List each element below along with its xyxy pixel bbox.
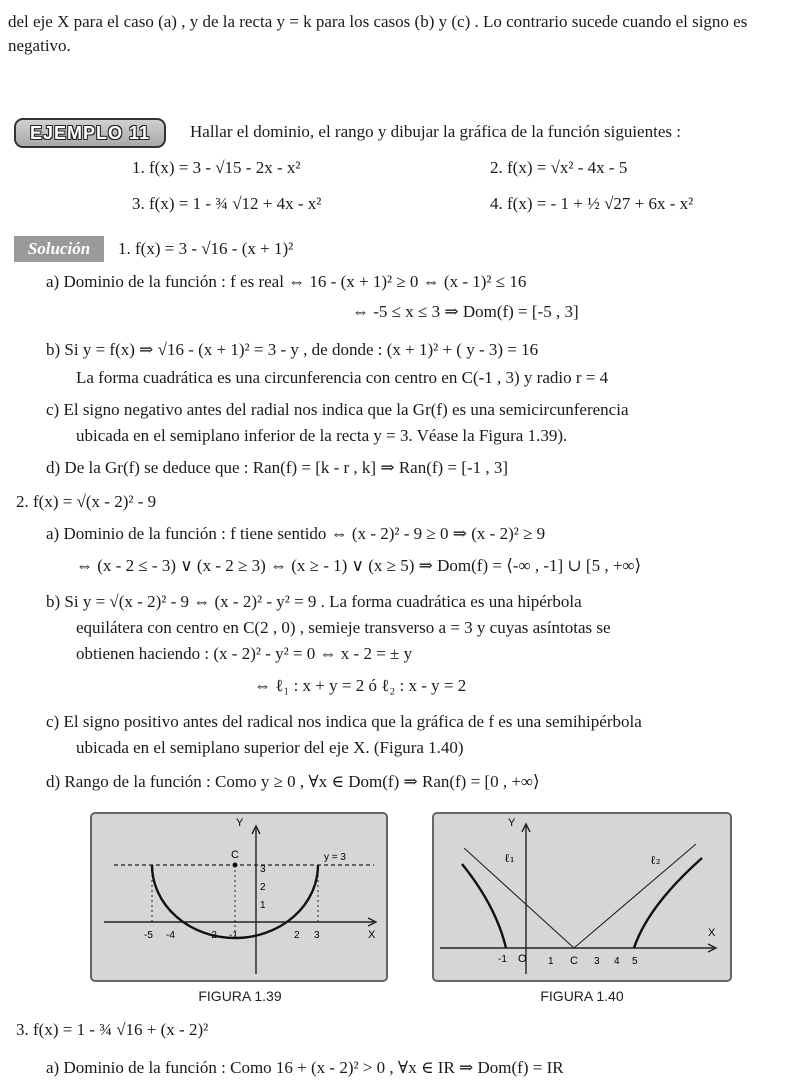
y-tick-1: 1 xyxy=(260,900,266,911)
y-tick-2: 2 xyxy=(260,882,266,893)
figure-1-39 xyxy=(90,812,388,982)
exercise-1: 1. f(x) = 3 - √15 - 2x - x² xyxy=(132,158,301,177)
asymptote-l2 xyxy=(574,844,696,948)
x-tick-3: 3 xyxy=(314,930,320,941)
figure-1-40-caption: FIGURA 1.40 xyxy=(540,988,624,1004)
y-tick-3: 3 xyxy=(260,864,266,875)
origin-label: O xyxy=(518,953,527,965)
line-y3-label: y = 3 xyxy=(324,852,346,863)
center-point xyxy=(233,863,238,868)
x-tick-2: 2 xyxy=(294,930,300,941)
part2-c-line2: ubicada en el semiplano superior del eje X. (Figura 1.40) xyxy=(76,738,464,757)
x-tick-4: 4 xyxy=(614,956,620,967)
x-tick-neg2: -2 xyxy=(208,930,217,941)
y-axis-label: Y xyxy=(236,817,244,829)
y-axis-label: Y xyxy=(508,817,516,829)
exercise-2: 2. f(x) = √x² - 4x - 5 xyxy=(490,158,628,177)
figure-1-39-plot xyxy=(92,814,386,980)
center-label: C xyxy=(570,955,578,967)
figure-1-39-caption: FIGURA 1.39 xyxy=(198,988,282,1004)
asymptote-l1 xyxy=(464,848,574,948)
part1-b-line2: La forma cuadrática es una circunferencia con centro en C(-1 , 3) y radio r = 4 xyxy=(76,368,609,387)
figure-1-40 xyxy=(432,812,732,982)
part2-a-line2: ⇔ (x - 2 ≤ - 3) ∨ (x - 2 ≥ 3) ⇔ (x ≥ - 1) ∨ (x ≥ 5) ⇒ Dom(f) = ⟨-∞ , -1] ∪ [5 , +∞⟩ xyxy=(76,556,642,575)
x-tick-1: 1 xyxy=(548,956,554,967)
intro-paragraph: del eje X para el caso (a) , y de la recta y = k para los casos (b) y (c) . Lo contrario sucede cuando el signo es negativo. xyxy=(8,12,748,55)
x-axis-label: X xyxy=(368,929,376,941)
x-tick-3: 3 xyxy=(594,956,600,967)
l2-label: ℓ₂ xyxy=(650,853,661,867)
part1-c-line1: c) El signo negativo antes del radial nos indica que la Gr(f) es una semicircunferencia xyxy=(46,400,629,419)
part2-b-line2: equilátera con centro en C(2 , 0) , semieje transverso a = 3 y cuyas asíntotas se xyxy=(76,618,611,637)
example-statement: Hallar el dominio, el rango y dibujar la gráfica de la función siguientes : xyxy=(190,122,681,141)
part1-a-line2: ⇔ -5 ≤ x ≤ 3 ⇒ Dom(f) = [-5 , 3] xyxy=(352,302,579,321)
figure-1-40-plot xyxy=(434,814,730,980)
x-axis-label: X xyxy=(708,927,716,939)
part2-b-line1: b) Si y = √(x - 2)² - 9 ⇔ (x - 2)² - y² = 9 . La forma cuadrática es una hipérbola xyxy=(46,592,582,611)
x-tick-neg1: -1 xyxy=(229,930,238,941)
hyperbola-right-branch xyxy=(634,858,702,948)
part2-a-line1: a) Dominio de la función : f tiene sentido ⇔ (x - 2)² - 9 ≥ 0 ⇒ (x - 2)² ≥ 9 xyxy=(46,524,546,543)
part1-a-line1: a) Dominio de la función : f es real ⇔ 16 - (x + 1)² ≥ 0 ⇔ (x - 1)² ≤ 16 xyxy=(46,272,527,291)
l1-label: ℓ₁ xyxy=(504,851,515,865)
part1-d: d) De la Gr(f) se deduce que : Ran(f) = [k - r , k] ⇒ Ran(f) = [-1 , 3] xyxy=(46,458,509,477)
x-tick-neg5: -5 xyxy=(144,930,153,941)
x-tick-neg4: -4 xyxy=(166,930,175,941)
part3-a: a) Dominio de la función : Como 16 + (x - 2)² > 0 , ∀x ∈ IR ⇒ Dom(f) = IR xyxy=(46,1058,564,1077)
part2-d: d) Rango de la función : Como y ≥ 0 , ∀x ∈ Dom(f) ⇒ Ran(f) = [0 , +∞⟩ xyxy=(46,772,540,791)
part2-b-line3: obtienen haciendo : (x - 2)² - y² = 0 ⇔ x - 2 = ± y xyxy=(76,644,413,663)
part2-b-line4: ⇔ ℓ₁ : x + y = 2 ó ℓ₂ : x - y = 2 xyxy=(254,676,467,695)
exercise-4: 4. f(x) = - 1 + ½ √27 + 6x - x² xyxy=(490,194,694,213)
exercise-3: 3. f(x) = 1 - ¾ √12 + 4x - x² xyxy=(132,194,322,213)
part1-heading: 1. f(x) = 3 - √16 - (x + 1)² xyxy=(118,239,294,258)
hyperbola-left-branch xyxy=(462,864,506,948)
part1-c-line2: ubicada en el semiplano inferior de la recta y = 3. Véase la Figura 1.39). xyxy=(76,426,568,445)
x-tick-neg1: -1 xyxy=(498,954,507,965)
part2-c-line1: c) El signo positivo antes del radical nos indica que la gráfica de f es una semihipérbola xyxy=(46,712,642,731)
part1-b-line1: b) Si y = f(x) ⇒ √16 - (x + 1)² = 3 - y , de donde : (x + 1)² + ( y - 3) = 16 xyxy=(46,340,539,359)
center-label: C xyxy=(231,849,239,861)
x-tick-5: 5 xyxy=(632,956,638,967)
part3-heading: 3. f(x) = 1 - ¾ √16 + (x - 2)² xyxy=(16,1020,209,1039)
part2-heading: 2. f(x) = √(x - 2)² - 9 xyxy=(16,492,157,511)
solution-label: Solución xyxy=(14,236,104,262)
example-badge: EJEMPLO 11 xyxy=(14,118,166,148)
